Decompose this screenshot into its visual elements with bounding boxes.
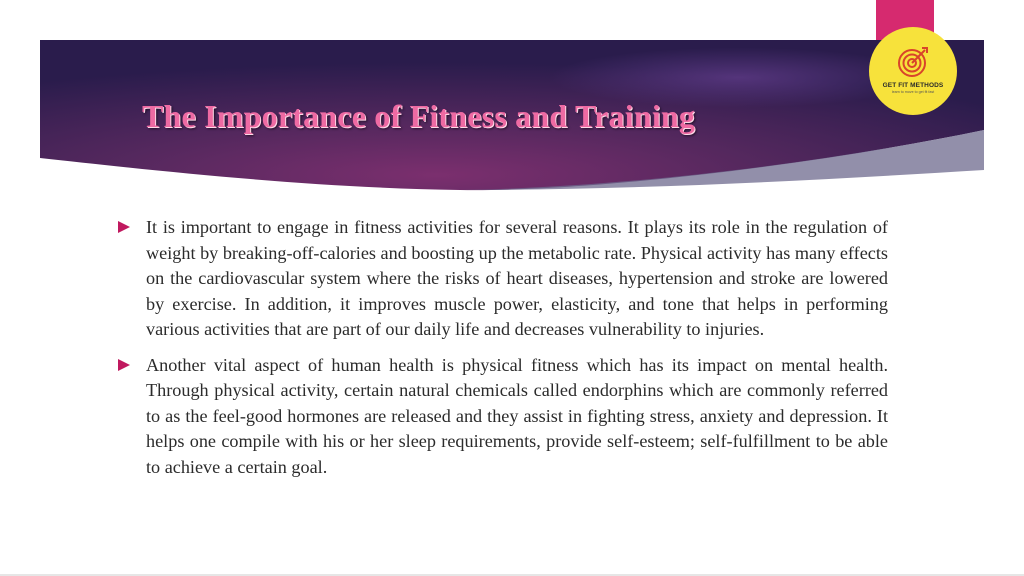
triangle-bullet-icon xyxy=(118,221,130,233)
brand-logo xyxy=(869,27,957,115)
slide-title: The Importance of Fitness and Training xyxy=(142,98,696,134)
logo-tagline: learn to move to get fit fast xyxy=(891,89,935,94)
bullet-item xyxy=(118,353,888,481)
triangle-bullet-icon xyxy=(118,359,130,371)
target-icon xyxy=(896,45,930,79)
bullet-text: It is important to engage in fitness activities for several reasons. It plays its role in the regulation of weight by breaking-off-calories and boosting up the metabolic rate. Physical activity has many effects on the cardiovascular system where the risks of heart diseases, hypertension and stroke are lowered by exercise. In addition, it improves muscle power, elasticity, and tone that helps in performing various activities that are part of our daily life and decreases vulnerability to injuries. xyxy=(146,217,888,339)
bullet-item xyxy=(118,215,888,343)
logo-name: GET FIT METHODS xyxy=(882,81,944,89)
bullet-text: Another vital aspect of human health is physical fitness which has its impact on mental health. Through physical activity, certain natural chemicals called endorphins which are commonly referred to as the feel-good hormones are released and they assist in fighting stress, anxiety and depression. It helps one compile with his or her sleep requirements, provide self-esteem; self-fulfillment to be able to achieve a certain goal. xyxy=(146,354,888,477)
bullet-list xyxy=(118,215,888,490)
